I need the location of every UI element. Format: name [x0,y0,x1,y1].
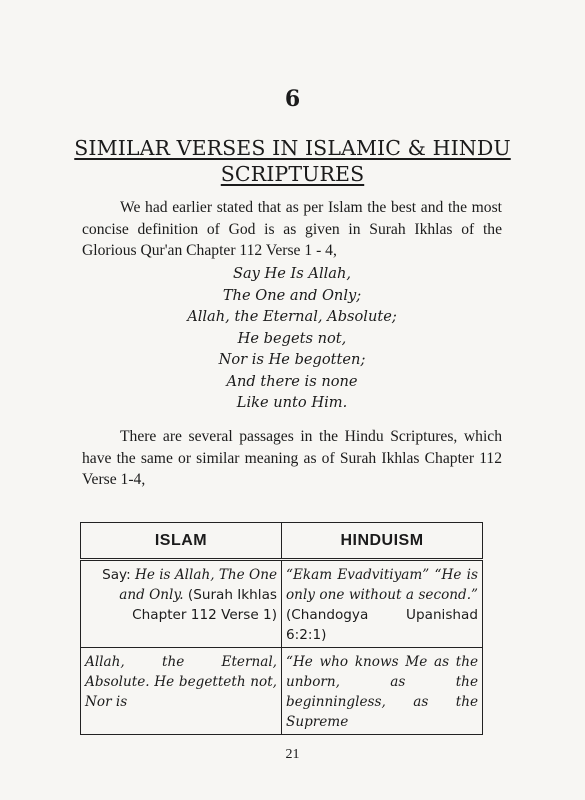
table-row [81,560,483,648]
page-number: 21 [285,747,300,762]
islam-cell [81,560,282,648]
column-header-islam: ISLAM [81,523,282,560]
table-header-row [81,523,483,560]
verse-line: He begets not, [237,329,347,347]
verse-line: Say He Is Allah, [232,265,352,282]
column-header-hinduism: HINDUISM [282,523,483,560]
chapter-number: 6 [284,86,301,112]
hinduism-cell-reference: (Chandogya Upanishad 6:2:1) [286,607,478,643]
islam-cell [81,648,282,735]
hinduism-cell [282,560,483,648]
hinduism-cell-quote: “Ekam Evadvitiyam” “He is only one without a second.” [286,567,478,603]
hinduism-cell-quote: “He who knows Me as the unborn, as the beginningless, as the Supreme [286,654,478,730]
table-row [81,648,483,735]
surah-ikhlas-verse [82,263,502,414]
intro-paragraph: We had earlier stated that as per Islam the best and the most concise definition of God is as given in Surah Ikhlas of the Glorious Qur'an Chapter 112 Verse 1 - 4, [82,199,502,259]
hindu-scriptures-paragraph: There are several passages in the Hindu Scriptures, which have the same or similar meaning as of Surah Ikhlas Chapter 112 Verse 1-4, [82,428,502,488]
hinduism-cell [282,648,483,735]
verse-line: And there is none [226,372,358,390]
verse-line: Like unto Him. [236,394,348,411]
islam-cell-quote: Allah, the Eternal, Absolute. He begetteth not, Nor is [85,654,277,710]
islam-cell-reference: (Surah Ikhlas Chapter 112 Verse 1) [132,587,277,623]
islam-cell-lead: Say: [102,567,135,583]
chapter-title: SIMILAR VERSES IN ISLAMIC & HINDU SCRIPTURES [74,136,511,186]
islam-cell-quote: He is Allah, The One and Only. [119,567,277,603]
verse-line: Allah, the Eternal, Absolute; [187,308,397,325]
verse-line: The One and Only; [222,286,362,304]
comparison-table [80,522,483,735]
verse-line: Nor is He begotten; [218,351,366,368]
